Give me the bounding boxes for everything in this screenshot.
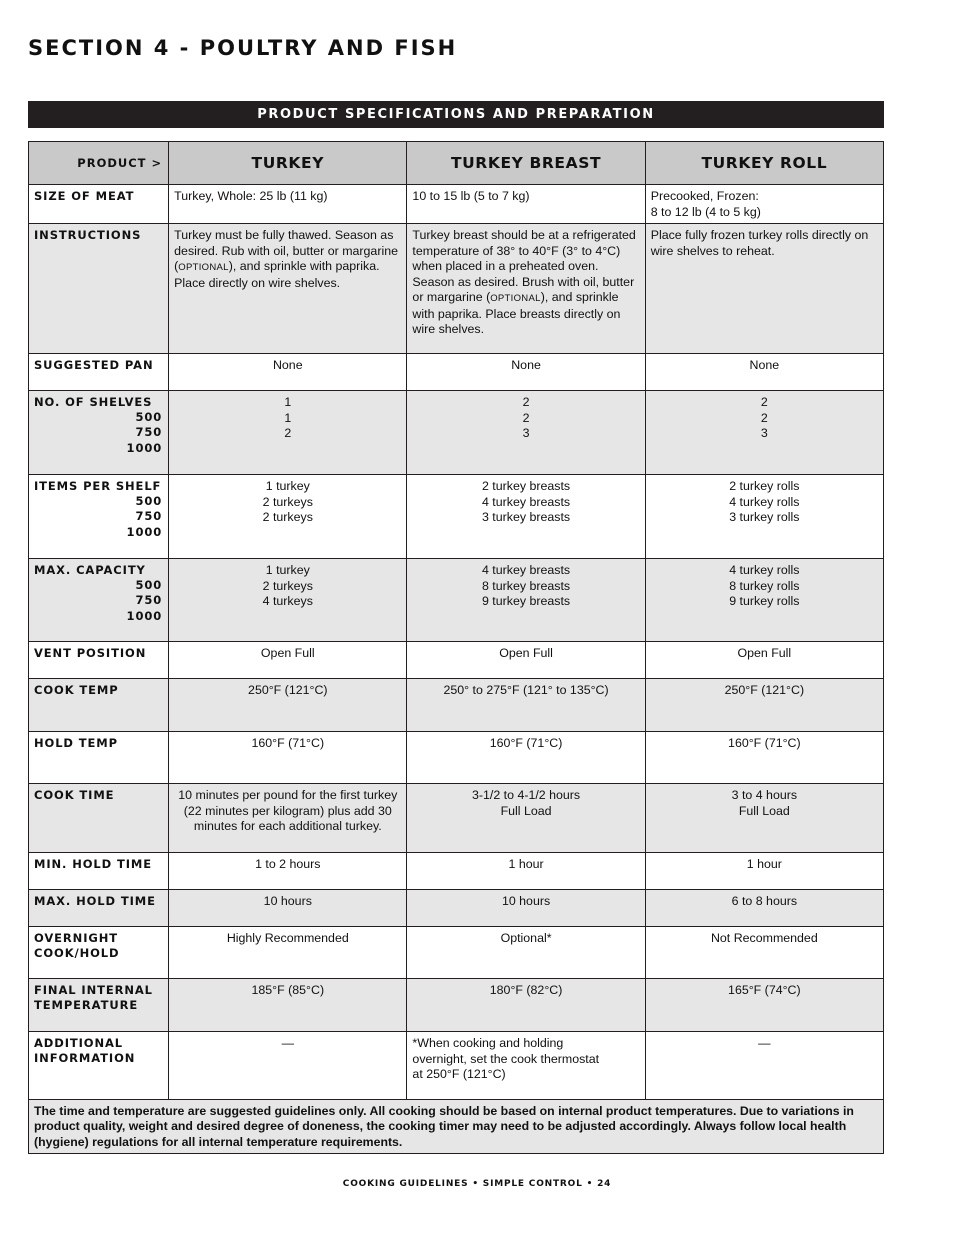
cell-turkey-roll: Open Full (645, 642, 883, 679)
page-footer: COOKING GUIDELINES • SIMPLE CONTROL • 24 (342, 1179, 612, 1189)
cell-turkey-roll: 3 to 4 hours Full Load (645, 784, 883, 853)
cell-turkey-breast: 10 to 15 lb (5 to 7 kg) (407, 185, 645, 224)
cell-turkey: 1 to 2 hours (169, 853, 407, 890)
cell-turkey-roll: 160°F (71°C) (645, 732, 883, 784)
cell-turkey-breast: 4 turkey breasts 8 turkey breasts 9 turkey breasts (407, 559, 645, 642)
cell-turkey: 1 turkey 2 turkeys 2 turkeys (169, 475, 407, 559)
cell-turkey-breast: 2 turkey breasts 4 turkey breasts 3 turkey breasts (407, 475, 645, 559)
product-spec-table (28, 141, 884, 1154)
row-hold-temp (29, 732, 884, 784)
row-label: HOLD TEMP (29, 732, 169, 784)
cell-turkey-breast: Turkey breast should be at a refrigerated temperature of 38° to 40°F (3° to 4°C) when placed in a preheated oven. Season as desired. Brush with oil, butter or margarine (OPTIONAL), and sprinkle with paprika. Place breasts directly on wire shelves. (407, 224, 645, 354)
cell-turkey: 250°F (121°C) (169, 679, 407, 732)
cell-turkey: 10 hours (169, 890, 407, 927)
cell-turkey-roll: Precooked, Frozen: 8 to 12 lb (4 to 5 kg) (645, 185, 883, 224)
row-label: SIZE OF MEAT (29, 185, 169, 224)
cell-turkey-roll: — (645, 1032, 883, 1100)
cell-turkey-breast: Optional* (407, 927, 645, 979)
table-banner: PRODUCT SPECIFICATIONS AND PREPARATION (28, 101, 884, 128)
section-title: SECTION 4 - POULTRY AND FISH (28, 36, 458, 60)
row-vent-position (29, 642, 884, 679)
column-header-turkey-roll: TURKEY ROLL (645, 142, 883, 185)
cell-turkey-roll: 165°F (74°C) (645, 979, 883, 1032)
guideline-note: The time and temperature are suggested guidelines only. All cooking should be based on internal product temperatures. Due to variations in product quality, weight and desired degree of doneness, the cooking timer may need to be adjusted accordingly. Always follow local health (hygiene) regulations for all internal temperature requirements. (29, 1100, 884, 1154)
cell-turkey-roll: 6 to 8 hours (645, 890, 883, 927)
oven-size-labels: 500 750 1000 (126, 494, 163, 539)
column-header-turkey-breast: TURKEY BREAST (407, 142, 645, 185)
row-cook-temp (29, 679, 884, 732)
product-label: PRODUCT > (29, 142, 169, 185)
cell-turkey-roll: Not Recommended (645, 927, 883, 979)
cell-turkey: None (169, 354, 407, 391)
cell-turkey-breast: 1 hour (407, 853, 645, 890)
row-label: FINAL INTERNAL TEMPERATURE (29, 979, 169, 1032)
row-label: MIN. HOLD TIME (29, 853, 169, 890)
row-label: OVERNIGHT COOK/HOLD (29, 927, 169, 979)
cell-turkey: 160°F (71°C) (169, 732, 407, 784)
cell-turkey: 185°F (85°C) (169, 979, 407, 1032)
row-cook-time (29, 784, 884, 853)
cell-turkey-roll: None (645, 354, 883, 391)
cell-turkey: 10 minutes per pound for the first turkey (22 minutes per kilogram) plus add 30 minutes for each additional turkey. (169, 784, 407, 853)
cell-turkey-breast: 250° to 275°F (121° to 135°C) (407, 679, 645, 732)
oven-size-labels: 500 750 1000 (126, 578, 163, 623)
cell-turkey-roll: 1 hour (645, 853, 883, 890)
cell-turkey-roll: 250°F (121°C) (645, 679, 883, 732)
row-guideline-note (29, 1100, 884, 1154)
cell-turkey-breast: Open Full (407, 642, 645, 679)
cell-turkey-breast: None (407, 354, 645, 391)
cell-turkey-roll: 4 turkey rolls 8 turkey rolls 9 turkey rolls (645, 559, 883, 642)
row-min-hold-time (29, 853, 884, 890)
row-label: COOK TEMP (29, 679, 169, 732)
row-max-hold-time (29, 890, 884, 927)
cell-turkey-roll: 2 turkey rolls 4 turkey rolls 3 turkey rolls (645, 475, 883, 559)
row-additional-information (29, 1032, 884, 1100)
row-label: INSTRUCTIONS (29, 224, 169, 354)
row-size-of-meat (29, 185, 884, 224)
cell-turkey-breast: 180°F (82°C) (407, 979, 645, 1032)
row-label: VENT POSITION (29, 642, 169, 679)
cell-turkey: Open Full (169, 642, 407, 679)
cell-turkey-breast: 160°F (71°C) (407, 732, 645, 784)
row-label: MAX. CAPACITY 500 750 1000 (29, 559, 169, 642)
oven-size-labels: 500 750 1000 (126, 410, 163, 455)
cell-turkey: 1 1 2 (169, 391, 407, 475)
cell-turkey: Turkey, Whole: 25 lb (11 kg) (169, 185, 407, 224)
row-overnight-cook-hold (29, 927, 884, 979)
table-header-row (29, 142, 884, 185)
cell-turkey: Highly Recommended (169, 927, 407, 979)
cell-turkey: Turkey must be fully thawed. Season as desired. Rub with oil, butter or margarine (OPTIONAL), and sprinkle with paprika. Place directly on wire shelves. (169, 224, 407, 354)
row-no-of-shelves (29, 391, 884, 475)
row-instructions (29, 224, 884, 354)
cell-turkey-roll: 2 2 3 (645, 391, 883, 475)
row-label: NO. OF SHELVES 500 750 1000 (29, 391, 169, 475)
cell-turkey-breast: 10 hours (407, 890, 645, 927)
row-label: ITEMS PER SHELF 500 750 1000 (29, 475, 169, 559)
row-label: ADDITIONAL INFORMATION (29, 1032, 169, 1100)
row-label: MAX. HOLD TIME (29, 890, 169, 927)
cell-turkey-breast: *When cooking and holding overnight, set the cook thermostat at 250°F (121°C) (407, 1032, 645, 1100)
column-header-turkey: TURKEY (169, 142, 407, 185)
cell-turkey: 1 turkey 2 turkeys 4 turkeys (169, 559, 407, 642)
cell-turkey-breast: 2 2 3 (407, 391, 645, 475)
cell-turkey-roll: Place fully frozen turkey rolls directly on wire shelves to reheat. (645, 224, 883, 354)
row-label: SUGGESTED PAN (29, 354, 169, 391)
row-max-capacity (29, 559, 884, 642)
row-final-internal-temperature (29, 979, 884, 1032)
row-label: COOK TIME (29, 784, 169, 853)
row-items-per-shelf (29, 475, 884, 559)
cell-turkey: — (169, 1032, 407, 1100)
row-suggested-pan (29, 354, 884, 391)
cell-turkey-breast: 3-1/2 to 4-1/2 hours Full Load (407, 784, 645, 853)
